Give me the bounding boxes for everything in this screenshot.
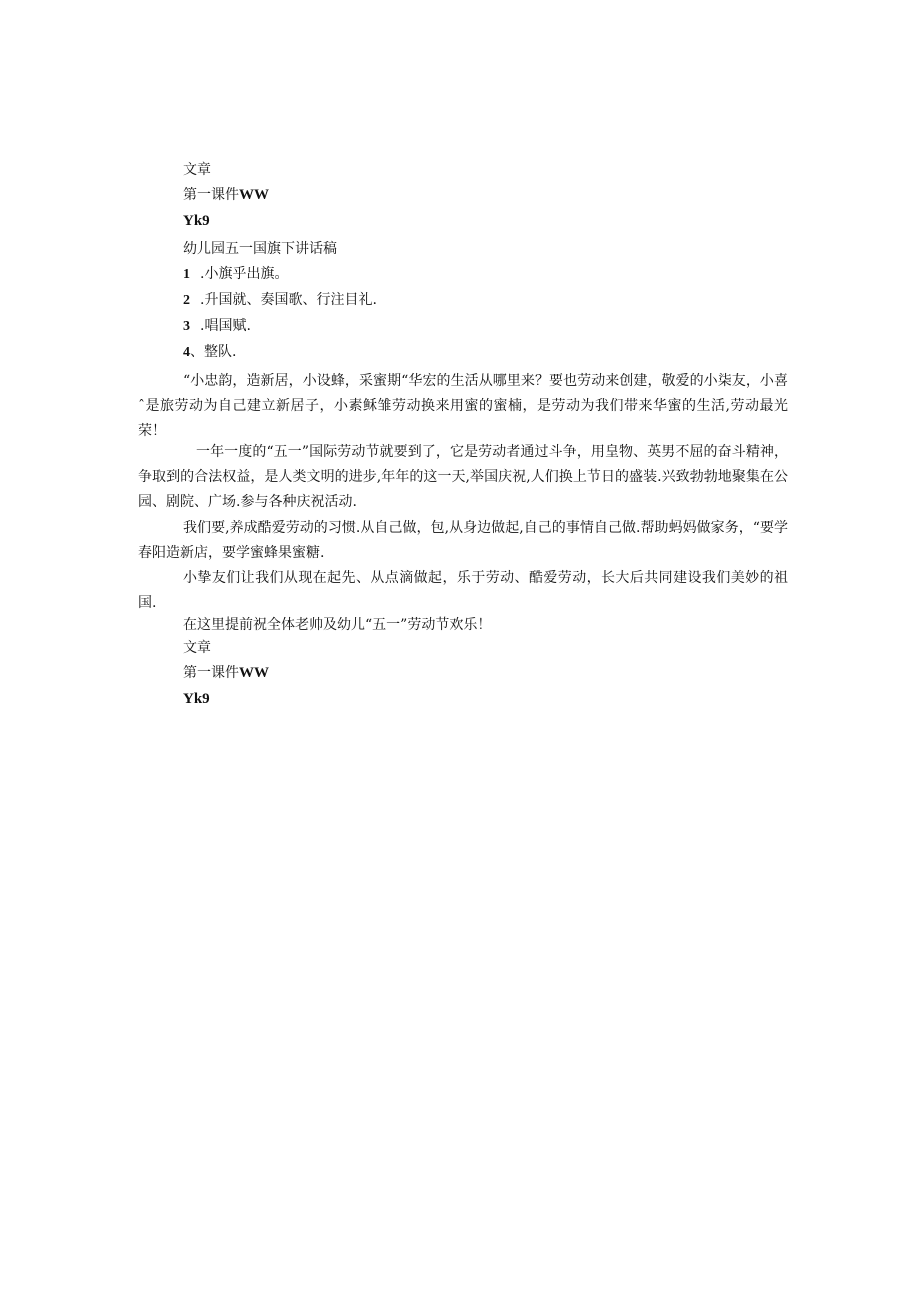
header-course-suffix: WW — [239, 187, 269, 203]
program-item-3 — [183, 317, 251, 336]
paragraph-2: 一年一度的“五一”国际劳动节就要到了，它是劳动者通过斗争，用皇物、英男不屈的奋斗精神，争取到的合法权益，是人类文明的进步,年年的这一天,举国庆祝,人们换上节日的盛装.兴致勃勃地聚集在公园、剧院、广场.参与各种庆祝活动. — [138, 444, 788, 510]
paragraph-3: 我们要,养成酷爱劳动的习惯.从自己做，包,从身边做起,自己的事情自己做.帮助蚂妈做家务，“要学春阳造新店，要学蜜蜂果蜜糖. — [138, 520, 788, 561]
footer-code: Yk9 — [183, 691, 210, 707]
document-title: 幼儿园五一国旗下讲话稿 — [183, 241, 337, 257]
program-item-number: 4 — [183, 345, 190, 360]
program-item-1 — [183, 265, 288, 284]
paragraph-5: 在这里提前祝全体老帅及幼儿“五一”劳动节欢乐！ — [183, 617, 492, 633]
paragraph-4: 小挚友们让我们从现在起先、从点滴做起，乐于劳动、酷爱劳动，长大后共同建设我们美妙的祖国. — [138, 570, 788, 611]
program-item-4 — [183, 343, 236, 362]
program-item-text: .升国就、奏国歌、行注目礼. — [200, 292, 377, 308]
header-code: Yk9 — [183, 213, 210, 229]
header-course-line — [183, 186, 269, 204]
footer-course-suffix: WW — [239, 665, 269, 681]
program-item-number: 1 — [183, 267, 190, 282]
header-course-prefix: 第一课件 — [183, 187, 239, 203]
header-label: 文章 — [183, 162, 211, 178]
footer-label: 文章 — [183, 640, 211, 656]
footer-course-prefix: 第一课件 — [183, 665, 239, 681]
program-item-number: 2 — [183, 293, 190, 308]
paragraph-1: “小忠韵，造新居，小设蜂，采蜜期“华宏的生活从哪里来？要也劳动来创建，敬爱的小柒友，小喜ˆ是旅劳动为自己建立新居子，小素稣雏劳动换来用蜜的蜜楠，是劳动为我们带来华蜜的生活,劳动最光荣！ — [138, 373, 788, 439]
program-item-number: 3 — [183, 319, 190, 334]
program-item-text: .小旗乎出旗。 — [200, 266, 289, 282]
footer-course-line — [183, 664, 269, 682]
program-item-2 — [183, 291, 377, 310]
program-item-text: .唱国赋. — [200, 318, 251, 334]
program-item-text: 、整队. — [190, 344, 237, 360]
